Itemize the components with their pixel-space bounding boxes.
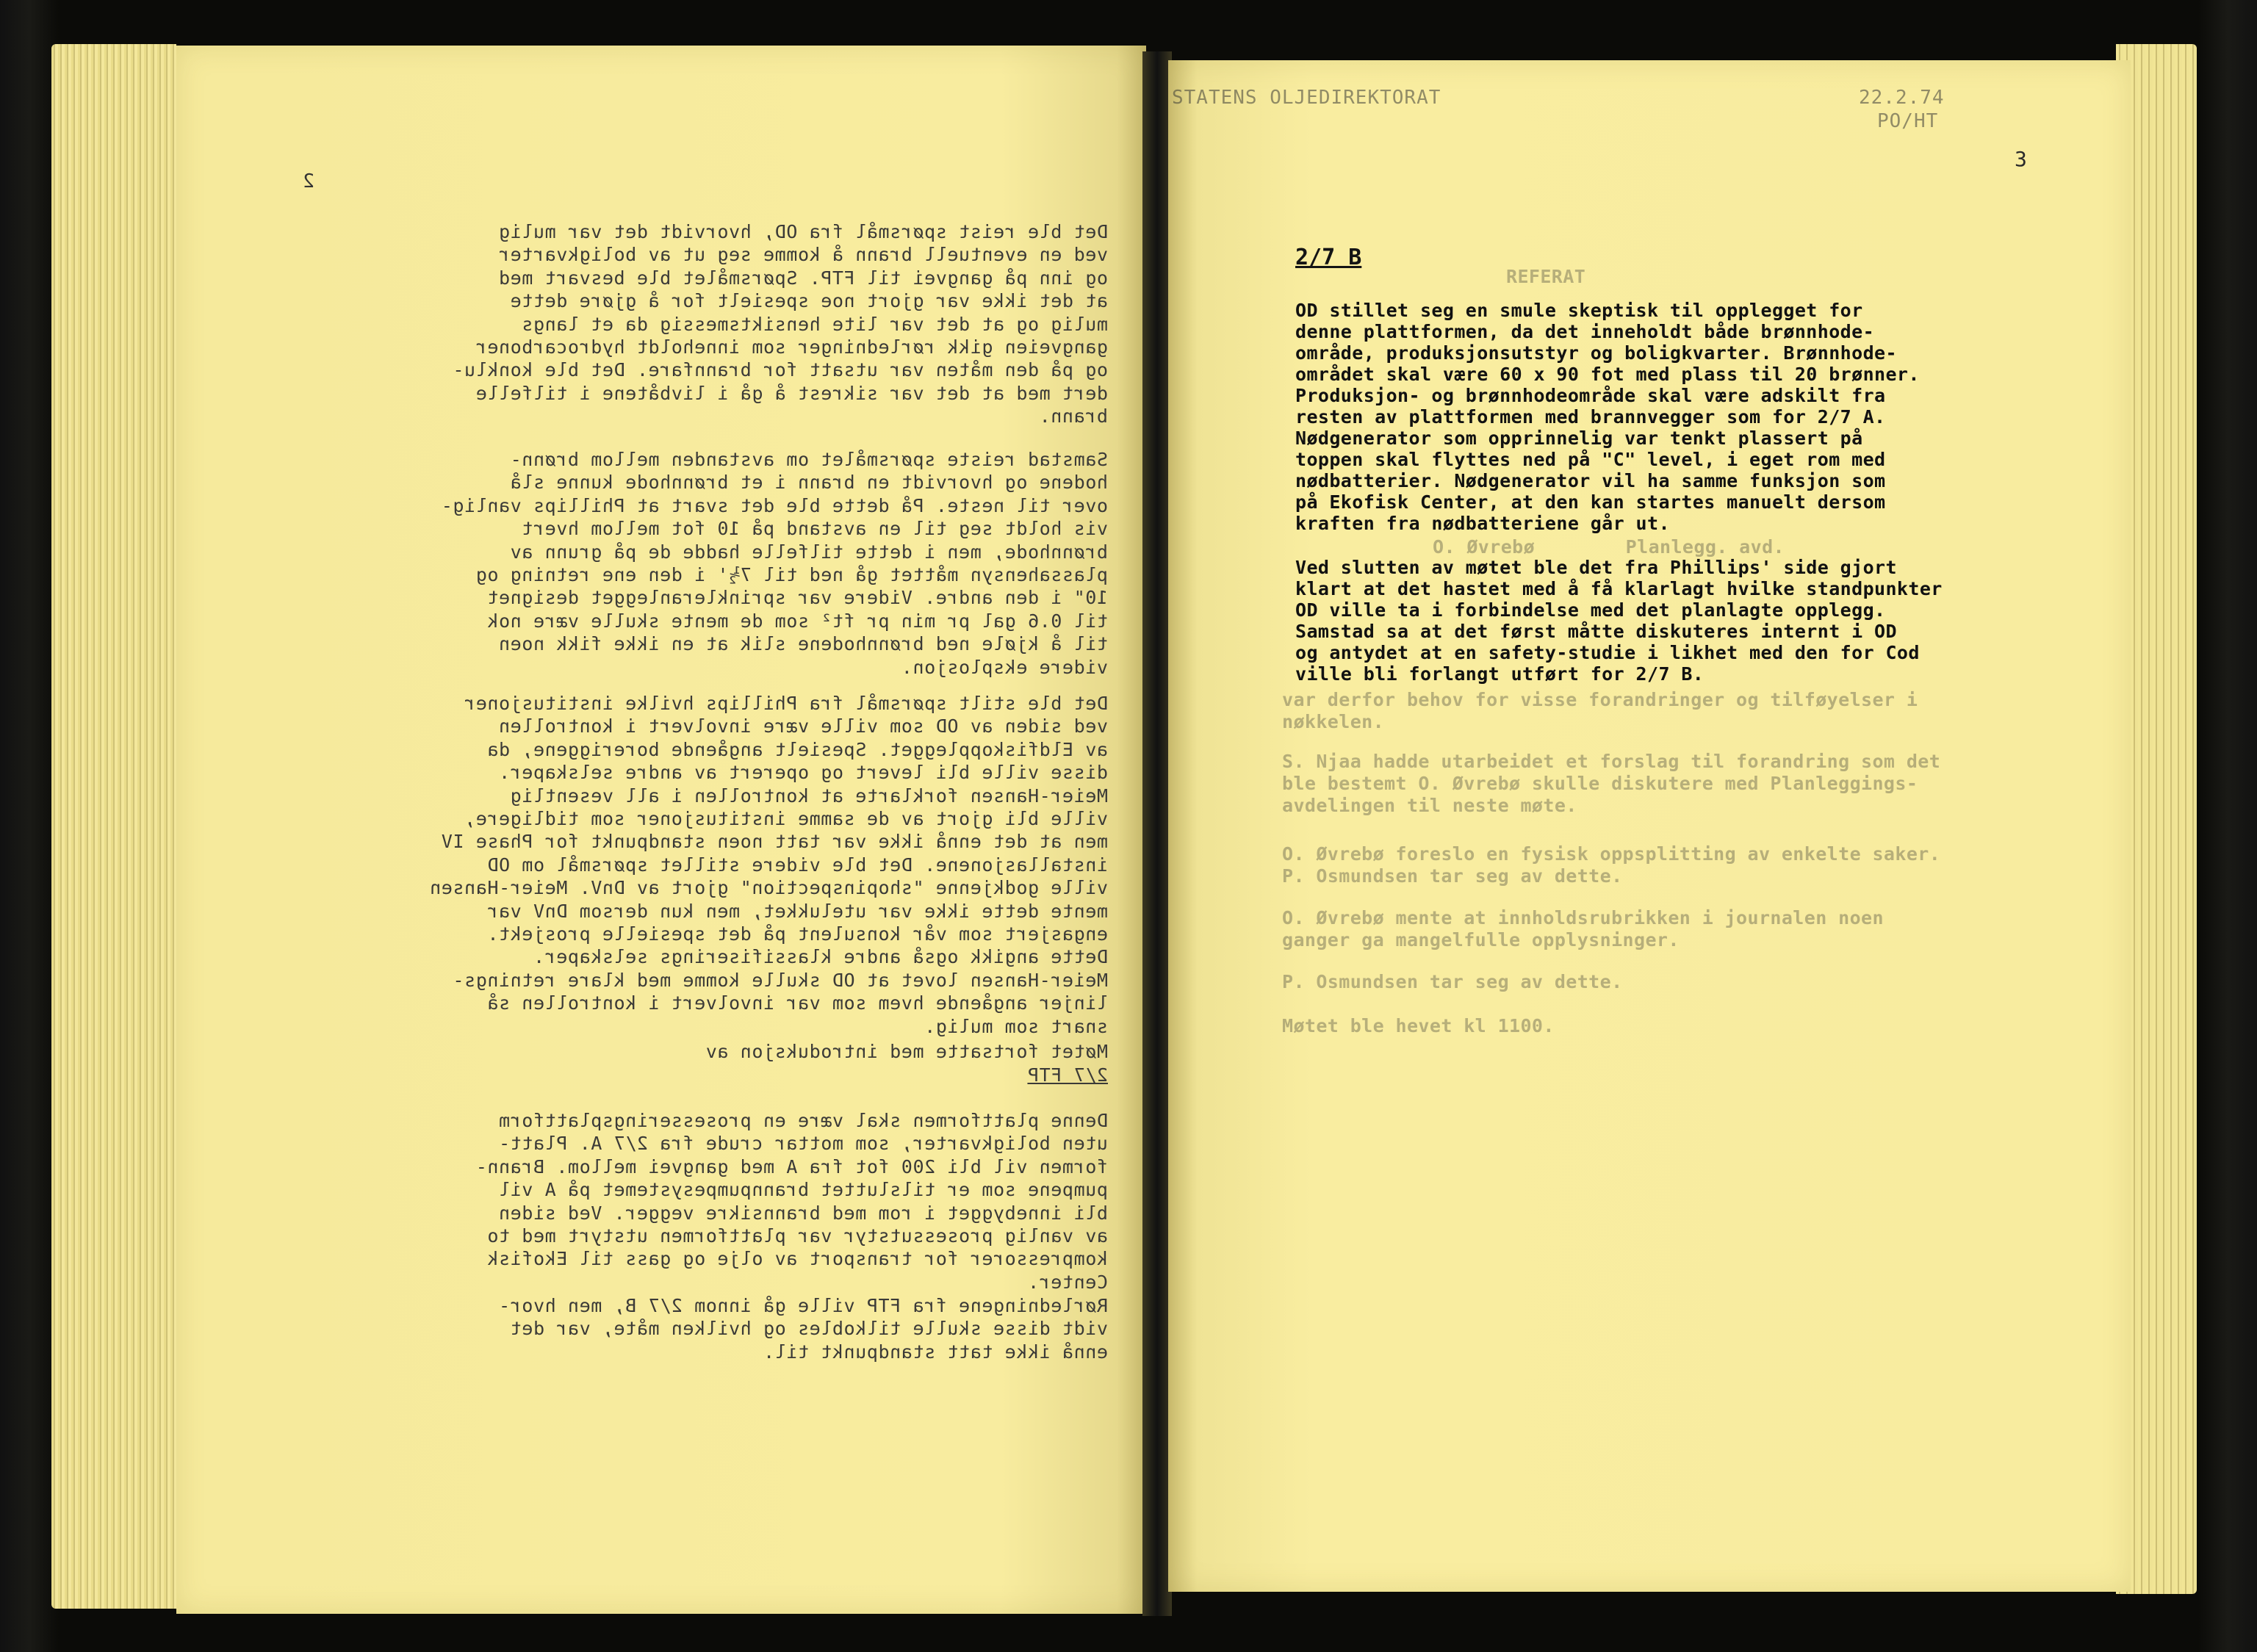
bleed-through-paragraph: O. Øvrebø foreslo en fysisk oppsplitting av enkelte saker. P. Osmundsen tar seg av dette. xyxy=(1282,843,1941,887)
bleed-through-title: REFERAT xyxy=(1506,266,1586,287)
bleed-through-line: P. Osmundsen tar seg av dette. xyxy=(1282,971,1623,992)
header-date: 22.2.74 xyxy=(1859,87,1945,109)
bleed-through-line: Møtet ble hevet kl 1100. xyxy=(1282,1015,1555,1036)
left-page xyxy=(176,46,1146,1614)
paragraph: Denne plattformen skal være en prosesseringsplattform uten boligkvarter, som mottar crude fra 2/7 A. Platt- formen vil bli 200 fot fra A med gangvei mellom. Brann- pumpene som er tilsluttet brannpumpesystemet på A vil bli innebygget i rom med brannsikre vegger. Ved siden av vanlig prosessutstyr var plattformen utstyrt med to kompressorer for transport av olje og gass til Ekofisk Center. xyxy=(475,1110,1108,1293)
bleed-through-line: O. Øvrebø Planlegg. avd. xyxy=(1433,536,1785,558)
paragraph: Møtet fortsatte med introduksjon av xyxy=(705,1041,1108,1062)
paragraph: OD stillet seg en smule skeptisk til opplegget for denne plattformen, da det inneholdt både brønnhode- område, produksjonsutstyr og boligkvarter. Brønnhode- området skal være 60 x 90 fot med plass til 20 brønner. Produksjon- og brønnhodeområde skal være adskilt fra resten av plattformen med brannvegger som for 2/7 A. Nødgenerator som opprinnelig var tenkt plassert på toppen skal flyttes ned på "C" level, i eget rom med nødbatterier. Nødgenerator vil ha samme funksjon som på Ekofisk Center, at den kan startes manuelt dersom kraften fra nødbatteriene går ut. xyxy=(1295,300,1920,534)
header-organization: STATENS OLJEDIREKTORAT xyxy=(1172,87,1441,109)
paragraph: Det ble reist spørsmål fra OD, hvorvidt det var mulig ved en eventuell brann å komme seg ut av boligkvarter og inn på gangvei til FTP. Spørsmålet ble besvart med at det ikke var gjort noe spesielt for å gjøre dette mulig og at det var lite hensiktsmessig da et langs gangveien gikk rørledninger som inneholdt hydrocarboner og på den måten var utsatt for brannfare. Det ble konklu- dert med at det var sikrest å gå i livbåtene i tilfelle brann. xyxy=(452,221,1108,428)
header-reference: PO/HT xyxy=(1877,110,1939,132)
section-title: 2/7 B xyxy=(1295,245,1362,270)
page-number: 2 xyxy=(303,170,314,192)
mirrored-text-layer xyxy=(176,46,1146,1614)
bleed-through-paragraph: S. Njaa hadde utarbeidet et forslag til forandring som det ble bestemt O. Øvrebø skulle diskutere med Planleggings- avdelingen til neste møte. xyxy=(1282,751,1941,816)
section-heading: 2/7 FTP xyxy=(1027,1064,1108,1086)
paragraph: Samstad reiste spørsmålet om avstanden mellom brønn- hodene og hvorvidt en brann i et brønnhode kunne slå over til neste. På dette ble det svart at Phillips vanlig- vis holdt seg til en avstand på 10 fot mellom hvert brønnhode, men i dette tilfelle hadde de på grunn av plassahensyn måttet gå ned til 7½' i den ene retning og 10" i den andre. Videre var sprinkleranlegget designet til 0.6 gal pr min pr ft² som de mente skulle være nok til å kjøle ned brønnhodene slik at en ikke fikk noen videre eksplosjon. xyxy=(441,449,1108,678)
paragraph: Det ble stilt spørsmål fra Phillips hvilke institusjoner ved siden av OD som ville være involvert i kontrollen av Eldfiskopplegget. Spesielt angående boreriggene, da disse ville bli levert og operert av andre selskaper. Meier-Hansen forklarte at kontrollen i all vesentlig ville bli gjort av de samme institusjoner som tidligere, men at det ennå ikke var tatt noen standpunkt for Phase IV installasjonene. Det ble videre stillet spørsmål om OD ville godkjenne "shopinspection" gjort av DnV. Meier-Hansen mente dette ikke var utelukket, men kun dersom DnV var engasjert som vår konsulent på det spesielle prosjekt. Dette angikk også andre klassifiserings selskaper. Meier-Hansen lovet at OD skulle komme med klare retnings- linjer angående hvem som var involvert i kontrollen så snart som mulig. xyxy=(429,693,1108,1037)
page-number: 3 xyxy=(2015,147,2027,171)
bleed-through-paragraph: var derfor behov for visse forandringer og tilføyelser i nøkkelen. xyxy=(1282,689,1918,732)
paragraph: Ved slutten av møtet ble det fra Phillips' side gjort klart at det hastet med å få klarlagt hvilke standpunkter OD ville ta i forbindelse med det planlagte opplegg. Samstad sa at det først måtte diskuteres internt i OD og antydet at en safety-studie i likhet med den for Cod ville bli forlangt utført for 2/7 B. xyxy=(1295,557,1943,685)
right-page xyxy=(1168,60,2131,1592)
book-gutter xyxy=(1142,51,1172,1616)
left-page-edges xyxy=(51,44,176,1609)
bleed-through-paragraph: O. Øvrebø mente at innholdsrubrikken i journalen noen ganger ga mangelfulle opplysninger. xyxy=(1282,907,1884,951)
paragraph: Rørledningene fra FTP ville gå innom 2/7 B, men hvor- vidt disse skulle tilkobles og hvilken måte, var det ennå ikke tatt standpunkt til. xyxy=(498,1295,1108,1363)
